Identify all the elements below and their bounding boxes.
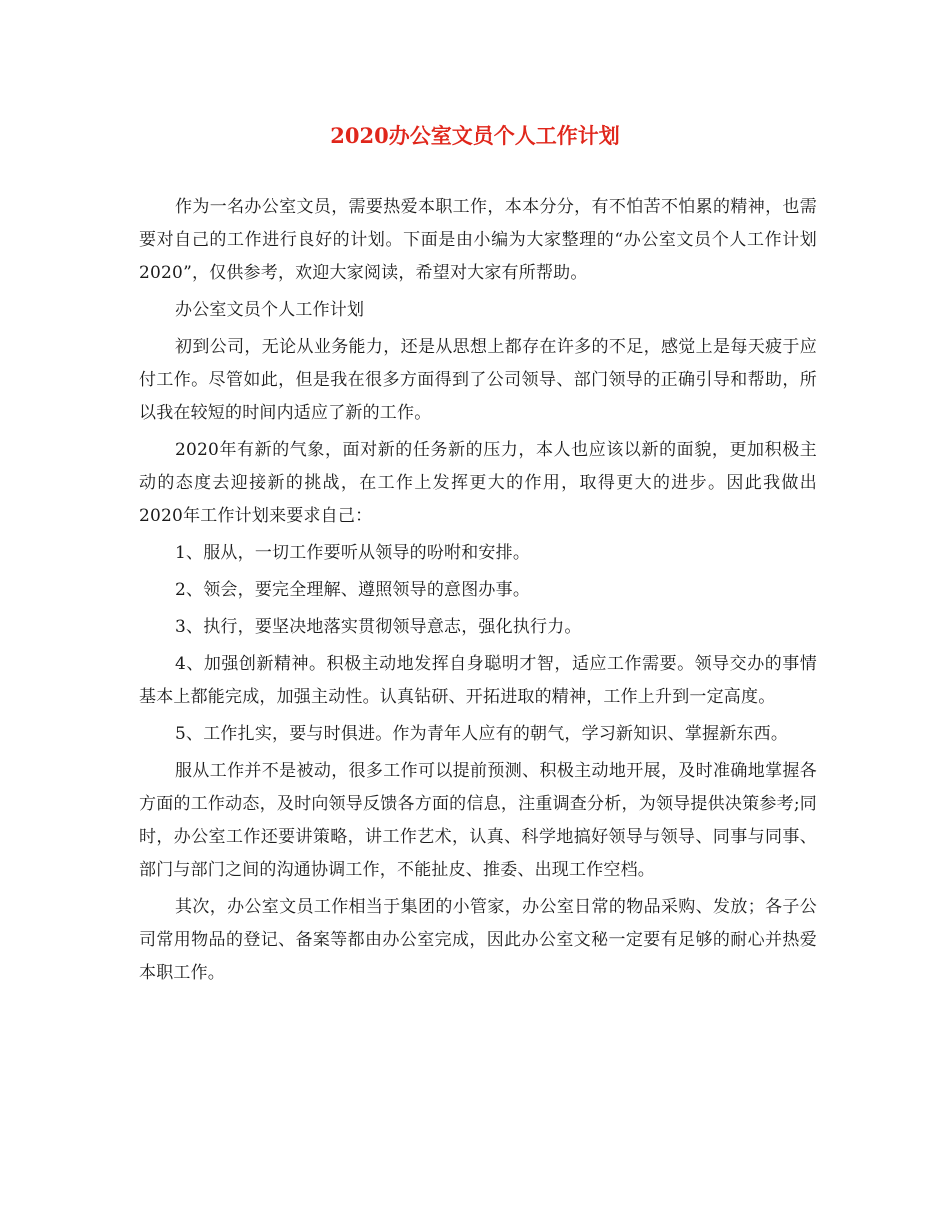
intro-paragraph: 作为一名办公室文员，需要热爱本职工作，本本分分，有不怕苦不怕累的精神，也需要对自己的工作进行良好的计划。下面是由小编为大家整理的“办公室文员个人工作计划2020”，仅供参考，欢迎大家阅读，希望对大家有所帮助。 xyxy=(139,197,817,283)
paragraph-new-year: 2020年有新的气象，面对新的任务新的压力，本人也应该以新的面貌，更加积极主动的态度去迎接新的挑战，在工作上发挥更大的作用，取得更大的进步。因此我做出2020年工作计划来要求自己： xyxy=(139,440,817,526)
section-heading: 办公室文员个人工作计划 xyxy=(175,300,365,320)
list-item-solid-work: 5、工作扎实，要与时俱进。作为青年人应有的朝气，学习新知识、掌握新东西。 xyxy=(175,724,789,744)
list-item-innovate: 4、加强创新精神。积极主动地发挥自身聪明才智，适应工作需要。领导交办的事情基本上都能完成，加强主动性。认真钻研、开拓进取的精神，工作上升到一定高度。 xyxy=(139,654,817,707)
paragraph-obedience: 服从工作并不是被动，很多工作可以提前预测、积极主动地开展，及时准确地掌握各方面的工作动态，及时向领导反馈各方面的信息，注重调查分析，为领导提供决策参考;同时，办公室工作还要讲策略，讲工作艺术，认真、科学地搞好领导与领导、同事与同事、部门与部门之间的沟通协调工作，不能扯皮、推委、出现工作空档。 xyxy=(139,761,817,880)
document-body xyxy=(139,191,817,994)
document-title: 2020办公室文员个人工作计划 xyxy=(330,123,620,148)
paragraph-start-at-company: 初到公司，无论从业务能力，还是从思想上都存在许多的不足，感觉上是每天疲于应付工作。尽管如此，但是我在很多方面得到了公司领导、部门领导的正确引导和帮助，所以我在较短的时间内适应了新的工作。 xyxy=(139,337,817,423)
list-item-understand: 2、领会，要完全理解、遵照领导的意图办事。 xyxy=(175,580,531,600)
paragraph-housekeeper: 其次，办公室文员工作相当于集团的小管家，办公室日常的物品采购、发放；各子公司常用物品的登记、备案等都由办公室完成，因此办公室文秘一定要有足够的耐心并热爱本职工作。 xyxy=(139,897,817,983)
list-item-execute: 3、执行，要坚决地落实贯彻领导意志，强化执行力。 xyxy=(175,617,582,637)
list-item-obey: 1、服从，一切工作要听从领导的吩咐和安排。 xyxy=(175,543,531,563)
